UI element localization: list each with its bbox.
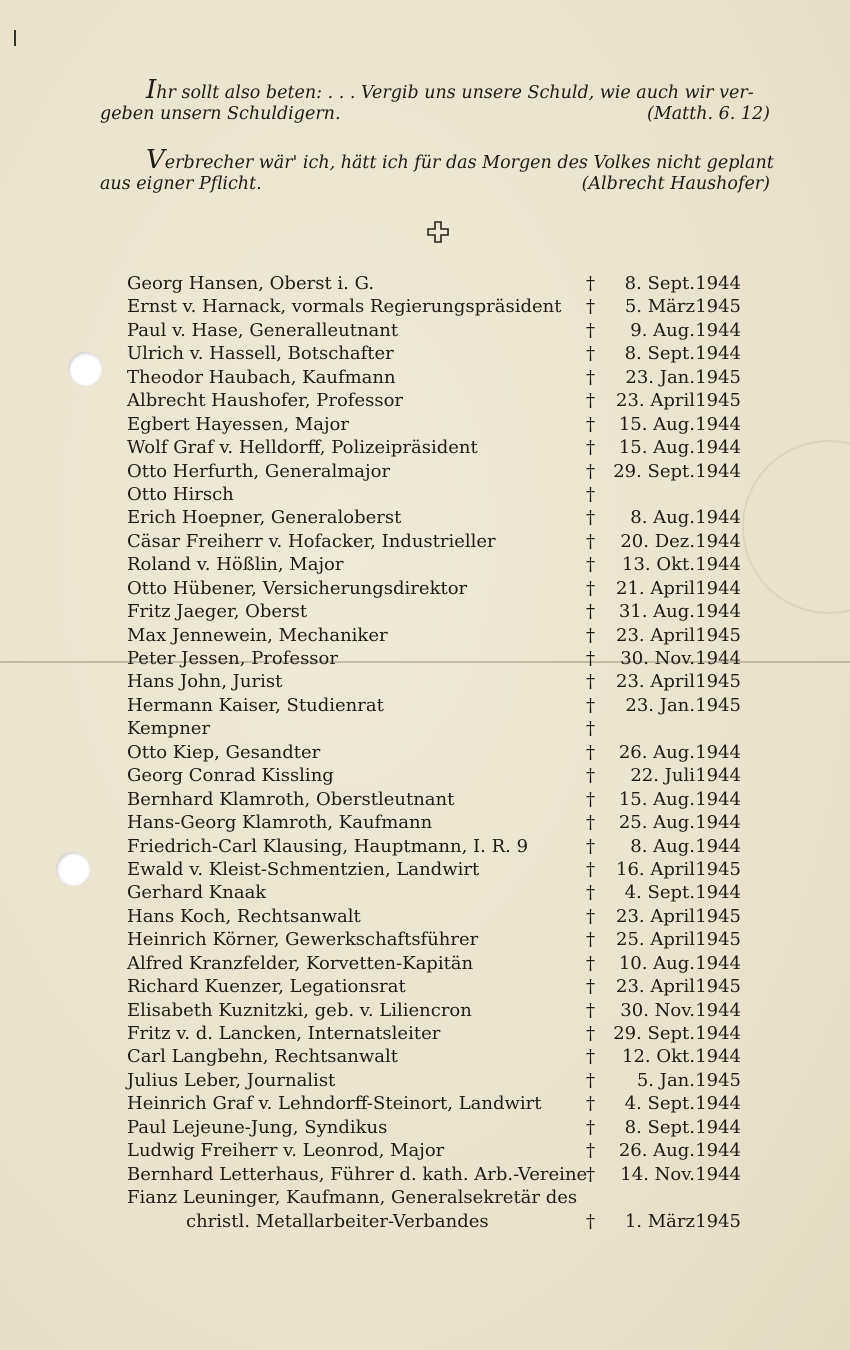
list-item [0,1210,850,1233]
list-item [0,975,850,998]
list-item [0,1092,850,1115]
entry-date: 13. Okt. [622,554,695,576]
entry-name: Otto Kiep, Gesandter [127,741,321,763]
dagger-icon: † [586,483,595,505]
entry-name: Bernhard Klamroth, Oberstleutnant [127,788,455,810]
dagger-icon: † [586,460,595,482]
entry-date: 25. Aug. [618,812,695,834]
list-item [0,1116,850,1139]
entry-name: Fianz Leuninger, Kaufmann, Generalsekretär des [127,1187,578,1209]
dagger-icon: † [586,601,595,623]
dagger-icon: † [586,1140,595,1162]
entry-year: 1944 [695,812,741,834]
dagger-icon: † [586,976,595,998]
quote-source: (Albrecht Haushofer) [581,174,770,194]
list-item [0,295,850,318]
dagger-icon: † [586,648,595,669]
entry-year: 1944 [695,273,741,294]
dagger-icon: † [586,1210,595,1232]
list-item [0,1186,850,1209]
entry-year: 1944 [695,1163,741,1185]
entry-name: Paul v. Hase, Generalleutnant [127,319,399,341]
dagger-icon: † [586,390,595,412]
entry-name: Hans Koch, Rechtsanwalt [127,905,361,927]
list-item [0,1163,850,1186]
quote-haushofer [100,145,774,196]
dagger-icon: † [586,413,595,435]
entry-date: 23. Jan. [625,694,695,716]
list-item [0,1045,850,1068]
entry-date: 4. Sept. [624,882,695,904]
dagger-icon: † [586,437,595,459]
entry-year: 1944 [695,554,741,576]
entry-year: 1945 [695,1069,741,1091]
entry-name: Friedrich-Carl Klausing, Hauptmann, I. R. 9 [127,835,529,857]
entry-date: 15. Aug. [618,413,695,435]
entry-date: 26. Aug. [618,1140,695,1162]
entry-name: Otto Hirsch [127,483,234,505]
dagger-icon: † [586,1046,595,1068]
entry-date: 4. Sept. [624,1093,695,1115]
dagger-icon: † [586,1023,595,1044]
list-item [0,342,850,365]
entry-date: 29. Sept. [613,460,695,482]
list-item [0,436,850,459]
dagger-icon: † [586,343,595,365]
entry-name: Fritz v. d. Lancken, Internatsleiter [127,1023,441,1044]
dagger-icon: † [586,1163,595,1185]
list-item [0,928,850,951]
dagger-icon: † [586,1069,595,1091]
entry-date: 23. Jan. [625,366,695,388]
entry-date: 23. April [616,905,695,927]
list-item [0,717,850,740]
entry-date: 14. Nov. [620,1163,695,1185]
quote-line: erbrecher wär' ich, hätt ich für das Morgen des Volkes nicht geplant [164,153,774,173]
quote-line: hr sollt also beten: . . . Vergib uns unsere Schuld, wie auch wir ver- [156,83,754,103]
entry-date: 31. Aug. [618,601,695,623]
dagger-icon: † [586,507,595,529]
memorial-list [0,272,850,1233]
entry-year: 1944 [695,343,741,365]
entry-year: 1944 [695,460,741,482]
entry-date: 8. Sept. [624,273,695,294]
entry-name: Otto Herfurth, Generalmajor [127,460,391,482]
entry-name: Hermann Kaiser, Studienrat [127,694,384,716]
list-item [0,881,850,904]
entry-year: 1944 [695,952,741,974]
entry-year: 1945 [695,671,741,693]
dagger-icon: † [586,671,595,693]
entry-date: 8. Aug. [630,507,695,529]
dagger-icon: † [586,788,595,810]
entry-date: 23. April [616,390,695,412]
entry-name: Ernst v. Harnack, vormals Regierungspräsident [127,296,562,318]
entry-date: 25. April [616,929,695,951]
entry-date: 30. Nov. [620,648,695,669]
entry-date: 5. März [624,296,695,318]
entry-year: 1944 [695,530,741,552]
entry-year: 1944 [695,1046,741,1068]
entry-year: 1945 [695,929,741,951]
dagger-icon: † [586,273,595,294]
entry-name: Cäsar Freiherr v. Hofacker, Industrieller [127,530,496,552]
entry-date: 10. Aug. [618,952,695,974]
quote-matthew [100,75,770,126]
entry-name: Ulrich v. Hassell, Botschafter [127,343,394,365]
entry-name: Heinrich Graf v. Lehndorff-Steinort, Landwirt [127,1093,542,1115]
list-item [0,670,850,693]
entry-name: Richard Kuenzer, Legationsrat [127,976,406,998]
entry-year: 1945 [695,390,741,412]
entry-date: 21. April [616,577,695,599]
dagger-icon: † [586,319,595,341]
entry-date: 8. Sept. [624,343,695,365]
dagger-icon: † [586,366,595,388]
entry-date: 15. Aug. [618,437,695,459]
list-item [0,952,850,975]
quote-line: aus eigner Pflicht. [100,174,262,194]
entry-year: 1945 [695,976,741,998]
list-item [0,553,850,576]
entry-year: 1944 [695,1140,741,1162]
list-item [0,272,850,295]
entry-date: 23. April [616,624,695,646]
entry-year: 1944 [695,413,741,435]
entry-year: 1945 [695,858,741,880]
dagger-icon: † [586,905,595,927]
entry-year: 1944 [695,788,741,810]
entry-year: 1944 [695,882,741,904]
entry-name: Peter Jessen, Professor [127,648,338,669]
list-item [0,764,850,787]
entry-name: Theodor Haubach, Kaufmann [127,366,396,388]
entry-date: 16. April [616,858,695,880]
list-item [0,811,850,834]
entry-date: 8. Sept. [624,1116,695,1138]
dagger-icon: † [586,530,595,552]
entry-year: 1944 [695,741,741,763]
dagger-icon: † [586,577,595,599]
dagger-icon: † [586,765,595,787]
entry-year: 1944 [695,999,741,1021]
dagger-icon: † [586,624,595,646]
entry-date: 23. April [616,671,695,693]
cross-icon [427,221,449,243]
entry-date: 12. Okt. [622,1046,695,1068]
list-item [0,694,850,717]
list-item [0,624,850,647]
quote-line: geben unsern Schuldigern. [100,104,341,124]
entry-year: 1944 [695,507,741,529]
list-item [0,999,850,1022]
list-item [0,1022,850,1045]
quote-initial: I [146,75,157,105]
dagger-icon: † [586,1116,595,1138]
dagger-icon: † [586,999,595,1021]
list-item [0,460,850,483]
entry-year: 1944 [695,1023,741,1044]
entry-year: 1944 [695,1093,741,1115]
entry-name: Ewald v. Kleist-Schmentzien, Landwirt [127,858,480,880]
dagger-icon: † [586,718,595,740]
dagger-icon: † [586,858,595,880]
list-item [0,858,850,881]
entry-name: Paul Lejeune-Jung, Syndikus [127,1116,388,1138]
quote-source: (Matth. 6. 12) [647,104,770,124]
entry-date: 5. Jan. [636,1069,695,1091]
entry-year: 1944 [695,437,741,459]
entry-year: 1944 [695,577,741,599]
list-item [0,389,850,412]
entry-year: 1944 [695,648,741,669]
entry-date: 20. Dez. [620,530,695,552]
entry-name: Albrecht Haushofer, Professor [127,390,404,412]
entry-date: 30. Nov. [620,999,695,1021]
dagger-icon: † [586,296,595,318]
entry-year: 1945 [695,694,741,716]
entry-date: 9. Aug. [630,319,695,341]
entry-name: Otto Hübener, Versicherungsdirektor [127,577,468,599]
dagger-icon: † [586,554,595,576]
entry-name: Heinrich Körner, Gewerkschaftsführer [127,929,479,951]
entry-date: 15. Aug. [618,788,695,810]
entry-year: 1945 [695,624,741,646]
entry-name: Alfred Kranzfelder, Korvetten-Kapitän [127,952,474,974]
list-item [0,506,850,529]
list-item [0,835,850,858]
dagger-icon: † [586,1093,595,1115]
list-item [0,905,850,928]
margin-mark [14,30,16,46]
entry-year: 1944 [695,835,741,857]
quote-initial: V [146,145,165,175]
dagger-icon: † [586,835,595,857]
entry-name: Fritz Jaeger, Oberst [127,601,308,623]
entry-name: Hans John, Jurist [127,671,283,693]
list-item [0,788,850,811]
dagger-icon: † [586,929,595,951]
entry-date: 29. Sept. [613,1023,695,1044]
entry-name: Roland v. Hößlin, Major [127,554,344,576]
entry-name: Gerhard Knaak [127,882,267,904]
list-item [0,319,850,342]
entry-year: 1945 [695,296,741,318]
list-item [0,647,850,670]
entry-name: Carl Langbehn, Rechtsanwalt [127,1046,398,1068]
list-item [0,1139,850,1162]
list-item [0,577,850,600]
entry-name: Georg Conrad Kissling [127,765,334,787]
list-item [0,600,850,623]
entry-name: Julius Leber, Journalist [127,1069,336,1091]
entry-year: 1944 [695,1116,741,1138]
entry-name: christl. Metallarbeiter-Verbandes [186,1210,489,1232]
list-item [0,1069,850,1092]
entry-name: Bernhard Letterhaus, Führer d. kath. Arb.-Vereine [127,1163,588,1185]
entry-year: 1945 [695,366,741,388]
list-item [0,366,850,389]
entry-year: 1945 [695,1210,741,1232]
dagger-icon: † [586,882,595,904]
entry-year: 1944 [695,601,741,623]
entry-date: 23. April [616,976,695,998]
entry-name: Ludwig Freiherr v. Leonrod, Major [127,1140,445,1162]
entry-name: Egbert Hayessen, Major [127,413,349,435]
list-item [0,741,850,764]
entry-year: 1944 [695,319,741,341]
list-item [0,530,850,553]
entry-name: Hans-Georg Klamroth, Kaufmann [127,812,433,834]
entry-year: 1945 [695,905,741,927]
list-item [0,483,850,506]
dagger-icon: † [586,741,595,763]
entry-name: Wolf Graf v. Helldorff, Polizeipräsident [127,437,478,459]
entry-date: 26. Aug. [618,741,695,763]
entry-name: Kempner [127,718,211,740]
entry-date: 22. Juli [630,765,695,787]
dagger-icon: † [586,952,595,974]
entry-name: Max Jennewein, Mechaniker [127,624,388,646]
entry-name: Elisabeth Kuznitzki, geb. v. Liliencron [127,999,472,1021]
entry-date: 1. März [624,1210,695,1232]
dagger-icon: † [586,812,595,834]
entry-name: Erich Hoepner, Generaloberst [127,507,402,529]
entry-date: 8. Aug. [630,835,695,857]
entry-name: Georg Hansen, Oberst i. G. [127,273,375,294]
entry-year: 1944 [695,765,741,787]
list-item [0,413,850,436]
dagger-icon: † [586,694,595,716]
